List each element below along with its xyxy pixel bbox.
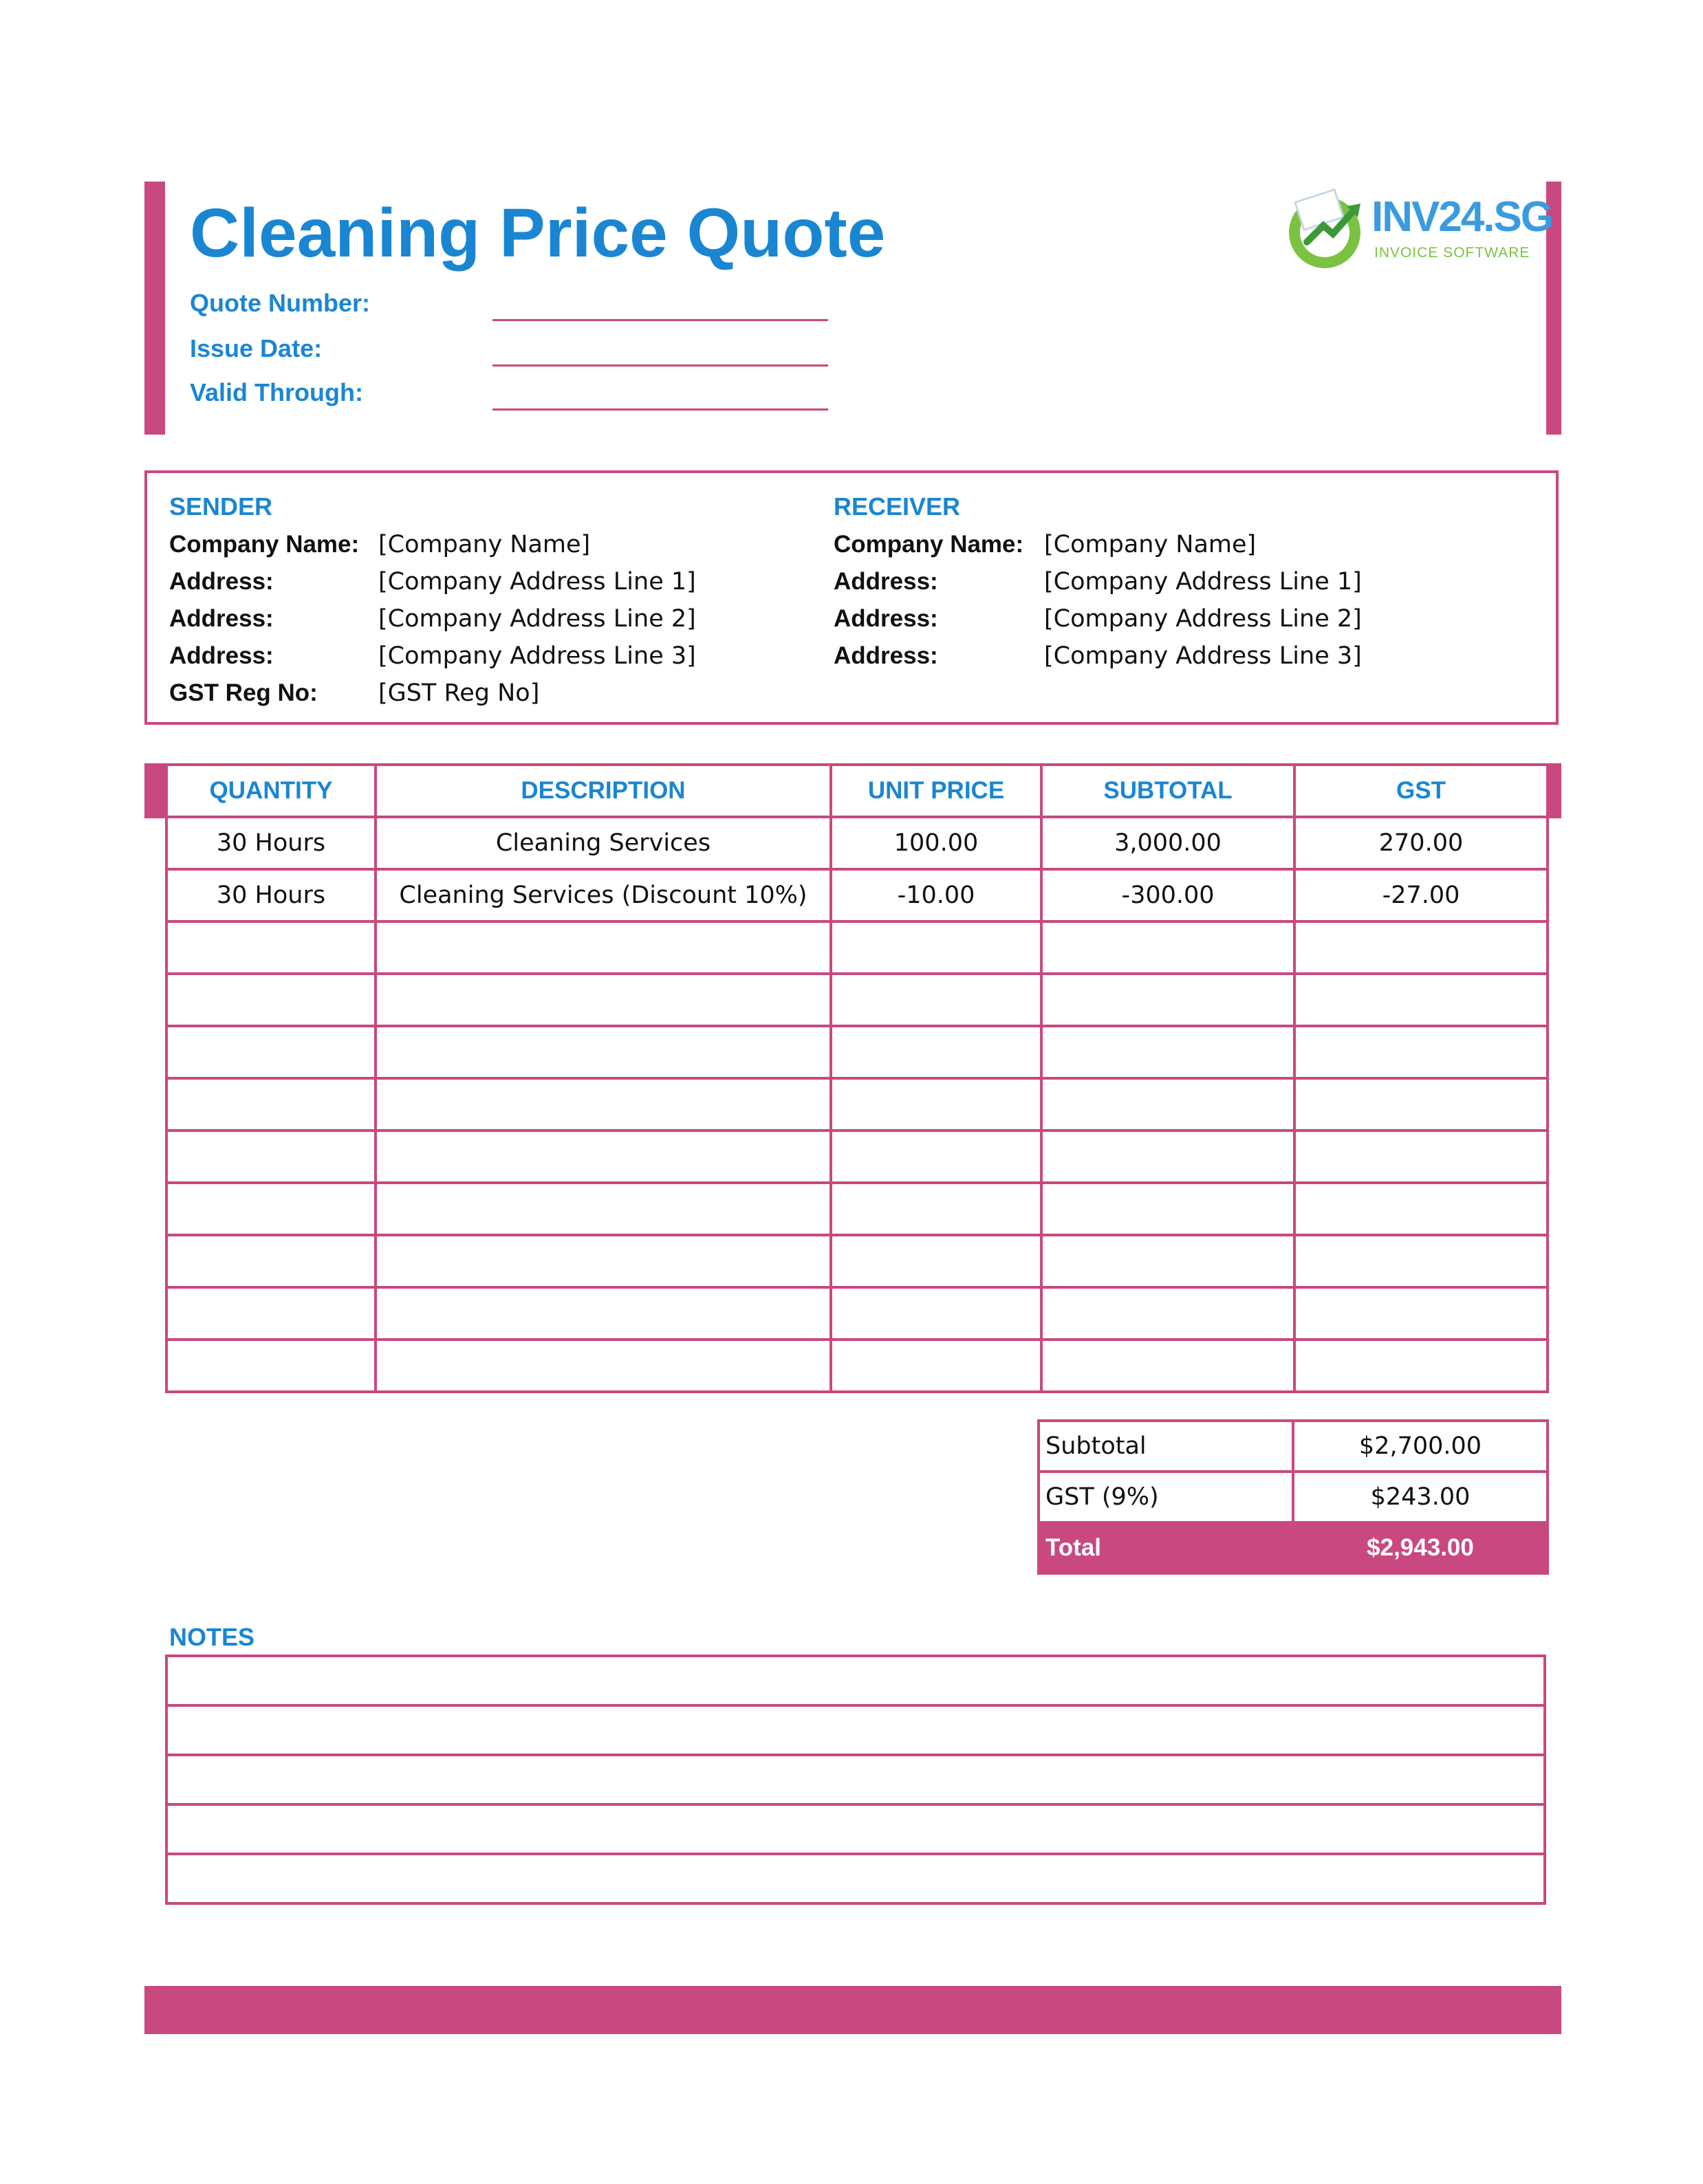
unit-price-cell[interactable] (831, 1131, 1041, 1183)
quantity-cell[interactable]: 30 Hours (166, 817, 376, 869)
logo-brand-text: INV24.SG (1371, 193, 1553, 241)
subtotal-value: $2,700.00 (1293, 1421, 1548, 1472)
totals-table (1037, 1419, 1549, 1575)
table-row (166, 1131, 1548, 1183)
unit-price-cell[interactable] (831, 1287, 1041, 1340)
gst-cell[interactable]: 270.00 (1294, 817, 1548, 869)
description-cell[interactable] (376, 921, 831, 974)
receiver-company-value[interactable]: [Company Name] (1044, 531, 1257, 558)
gst-cell[interactable] (1294, 1235, 1548, 1287)
table-row (166, 921, 1548, 974)
table-row (166, 1183, 1548, 1235)
gst-cell[interactable] (1294, 1131, 1548, 1183)
column-header-unit-price: UNIT PRICE (831, 765, 1041, 817)
description-cell[interactable] (376, 1026, 831, 1078)
sender-address3-value[interactable]: [Company Address Line 3] (378, 642, 696, 670)
notes-line[interactable] (165, 1803, 1546, 1853)
subtotal-cell[interactable]: 3,000.00 (1041, 817, 1294, 869)
sender-address3-label: Address: (169, 642, 274, 669)
description-cell[interactable] (376, 1235, 831, 1287)
table-row (166, 974, 1548, 1026)
notes-line[interactable] (165, 1754, 1546, 1803)
quantity-cell[interactable] (166, 1078, 376, 1131)
description-cell[interactable]: Cleaning Services (Discount 10%) (376, 869, 831, 921)
unit-price-cell[interactable] (831, 1340, 1041, 1392)
unit-price-cell[interactable] (831, 1183, 1041, 1235)
gst-row (1039, 1472, 1548, 1522)
sender-gst-label: GST Reg No: (169, 679, 318, 706)
receiver-heading: RECEIVER (834, 492, 961, 521)
description-cell[interactable] (376, 1078, 831, 1131)
notes-line[interactable] (165, 1655, 1546, 1704)
gst-value: $243.00 (1293, 1472, 1548, 1522)
gst-cell[interactable] (1294, 1183, 1548, 1235)
gst-cell[interactable] (1294, 921, 1548, 974)
subtotal-cell[interactable] (1041, 1287, 1294, 1340)
sender-address2-value[interactable]: [Company Address Line 2] (378, 605, 696, 633)
items-table-wrapper (165, 763, 1546, 1393)
receiver-address1-value[interactable]: [Company Address Line 1] (1044, 568, 1362, 596)
column-header-subtotal: SUBTOTAL (1041, 765, 1294, 817)
receiver-address1-label: Address: (834, 568, 938, 595)
items-header-row (166, 765, 1548, 817)
header-left-accent-bar (144, 182, 165, 435)
issue-date-field[interactable] (492, 364, 828, 367)
footer-accent-bar (144, 1986, 1561, 2034)
receiver-address3-value[interactable]: [Company Address Line 3] (1044, 642, 1362, 670)
logo-tagline: INVOICE SOFTWARE (1374, 245, 1530, 261)
items-table (165, 763, 1549, 1393)
table-row (166, 1026, 1548, 1078)
receiver-address2-value[interactable]: [Company Address Line 2] (1044, 605, 1362, 633)
unit-price-cell[interactable]: 100.00 (831, 817, 1041, 869)
table-row (166, 1340, 1548, 1392)
notes-area (165, 1655, 1546, 1905)
sender-company-label: Company Name: (169, 531, 360, 558)
quote-number-field[interactable] (492, 319, 828, 321)
description-cell[interactable] (376, 974, 831, 1026)
issue-date-label: Issue Date: (190, 334, 323, 362)
notes-heading: NOTES (169, 1623, 255, 1651)
total-value: $2,943.00 (1293, 1522, 1548, 1573)
subtotal-cell[interactable] (1041, 1131, 1294, 1183)
page-title: Cleaning Price Quote (190, 195, 886, 272)
totals-summary (1037, 1419, 1546, 1575)
sender-address2-label: Address: (169, 605, 274, 632)
sender-company-value[interactable]: [Company Name] (378, 531, 591, 558)
column-header-gst: GST (1294, 765, 1548, 817)
notes-line[interactable] (165, 1853, 1546, 1905)
receiver-address3-label: Address: (834, 642, 938, 669)
subtotal-cell[interactable] (1041, 974, 1294, 1026)
unit-price-cell[interactable] (831, 974, 1041, 1026)
quantity-cell[interactable] (166, 1235, 376, 1287)
quantity-cell[interactable] (166, 1183, 376, 1235)
subtotal-cell[interactable] (1041, 1235, 1294, 1287)
subtotal-cell[interactable] (1041, 1078, 1294, 1131)
gst-label: GST (9%) (1039, 1472, 1293, 1522)
table-row (166, 1287, 1548, 1340)
receiver-address2-label: Address: (834, 605, 938, 632)
quantity-cell[interactable] (166, 1287, 376, 1340)
table-row (166, 1078, 1548, 1131)
gst-cell[interactable]: -27.00 (1294, 869, 1548, 921)
column-header-quantity: QUANTITY (166, 765, 376, 817)
quantity-cell[interactable] (166, 974, 376, 1026)
quantity-cell[interactable] (166, 1131, 376, 1183)
receiver-company-label: Company Name: (834, 531, 1024, 558)
logo-mark-icon (1283, 186, 1371, 274)
sender-address1-label: Address: (169, 568, 274, 595)
quote-number-label: Quote Number: (190, 289, 371, 317)
subtotal-cell[interactable] (1041, 921, 1294, 974)
description-cell[interactable] (376, 1287, 831, 1340)
column-header-description: DESCRIPTION (376, 765, 831, 817)
table-row (166, 817, 1548, 869)
gst-cell[interactable] (1294, 974, 1548, 1026)
subtotal-cell[interactable] (1041, 1340, 1294, 1392)
subtotal-cell[interactable] (1041, 1183, 1294, 1235)
gst-cell[interactable] (1294, 1078, 1548, 1131)
table-header-left-accent (144, 763, 165, 818)
sender-gst-value[interactable]: [GST Reg No] (378, 679, 540, 707)
valid-through-label: Valid Through: (190, 378, 363, 406)
gst-cell[interactable] (1294, 1026, 1548, 1078)
table-row (166, 869, 1548, 921)
gst-cell[interactable] (1294, 1340, 1548, 1392)
total-row (1039, 1522, 1548, 1573)
table-row (166, 1235, 1548, 1287)
quantity-cell[interactable] (166, 921, 376, 974)
notes-line[interactable] (165, 1704, 1546, 1754)
subtotal-row (1039, 1421, 1548, 1472)
unit-price-cell[interactable] (831, 1026, 1041, 1078)
description-cell[interactable]: Cleaning Services (376, 817, 831, 869)
sender-address1-value[interactable]: [Company Address Line 1] (378, 568, 696, 596)
unit-price-cell[interactable] (831, 1235, 1041, 1287)
unit-price-cell[interactable] (831, 921, 1041, 974)
total-label: Total (1039, 1522, 1293, 1573)
quantity-cell[interactable] (166, 1340, 376, 1392)
quantity-cell[interactable] (166, 1026, 376, 1078)
sender-heading: SENDER (169, 492, 273, 521)
quantity-cell[interactable]: 30 Hours (166, 869, 376, 921)
subtotal-cell[interactable]: -300.00 (1041, 869, 1294, 921)
unit-price-cell[interactable]: -10.00 (831, 869, 1041, 921)
valid-through-field[interactable] (492, 408, 828, 411)
description-cell[interactable] (376, 1183, 831, 1235)
subtotal-cell[interactable] (1041, 1026, 1294, 1078)
description-cell[interactable] (376, 1131, 831, 1183)
gst-cell[interactable] (1294, 1287, 1548, 1340)
company-logo (1283, 186, 1553, 275)
subtotal-label: Subtotal (1039, 1421, 1293, 1472)
description-cell[interactable] (376, 1340, 831, 1392)
unit-price-cell[interactable] (831, 1078, 1041, 1131)
